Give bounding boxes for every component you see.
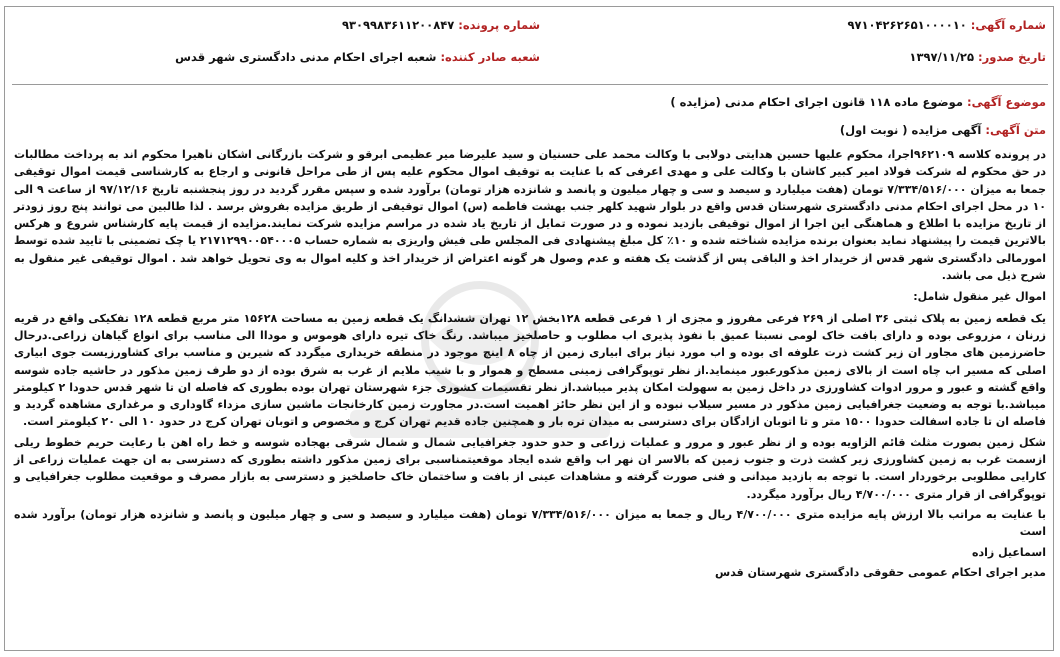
body-paragraph-auction: در پرونده کلاسه ۹۶۲۱۰۹اجرا، محکوم علیها حسین هدایتی دولابی با وکالت محمد علی حسنیان و سید علیرضا میر عظیمی ابرقو و شرکت بازرگانی اشکان ناهیرا محکوم اند به پرداخت مطالبات در حق محکوم له شرکت فولاد امیر کبیر کاشان با وکالت علی و مهدی اعرفی که با عنایت به توقیف اموال محکوم علیه پس از طی مراحل قانونی و ارجاع به کارشناسی قیمت اموال توقیفی جمعا به میزان ۷/۳۳۴/۵۱۶/۰۰۰ تومان (هفت میلیارد و سیصد و سی و چهار میلیون و پانصد و شانزده هزار تومان) برآورد شده و سپس مقرر گردید در روز پنجشنبه تاریخ ۹۷/۱۲/۱۶ از ساعت ۹ الی ۱۰ در محل اجرای احکام مدنی دادگستری شهرستان قدس واقع در بلوار شهید کلهر جنب بهشت فاطمه (س) اموال توقیفی از طریق مزایده بفروش برسد . لذا طالبین می توانند پنج روز زودتر از تاریخ مزایده با اطلاع و هماهنگی این اجرا از اموال توقیفی بازدید نموده و در صورت تمایل از تاریخ یاد شده در مراسم مزایده شرکت نمایند.مزایده از قیمت پایه کارشناس شروع و هرکس بالاترین قیمت را پیشنهاد نماید بعنوان برنده مزایده شناخته شده و ۱۰٪ کل مبلغ پیشنهادی فی المجلس طی فیش واریزی به شماره حساب ۲۱۷۱۲۹۹۰۰۵۴۰۰۰۵ یا چک تضمینی با تایید شده توسط امورمالی دادگستری شهر قدس از خریدار اخذ و الباقی پس از گذشت یک هفته و عدم وصول هر گونه اعتراض از خریدار اخذ و کلیه اموال به وی تحویل خواهد شد . اموال توقیفی غیر منقول به شرح ذیل می باشد. <box>14 148 1047 283</box>
notice-text-label: متن آگهی: <box>985 123 1046 137</box>
notice-subject-value: موضوع ماده ۱۱۸ قانون اجرای احکام مدنی (مزایده ) <box>670 95 964 109</box>
notice-subject-label: موضوع آگهی: <box>967 95 1046 109</box>
notice-body <box>14 146 1046 584</box>
issue-date <box>909 50 1046 64</box>
issue-date-label: تاریخ صدور: <box>978 50 1046 64</box>
notice-text-title <box>840 123 1046 137</box>
header-divider <box>12 84 1048 85</box>
body-paragraph-land-shape: شکل زمین بصورت مثلث قائم الزاویه بوده و از نظر عبور و مرور و عملیات زراعی و حدو حدود جغرافیایی شمال و شمال شرقی بهجاده شوسه و خط راه اهن با رعایت حریم خطوط ریلی ازسمت غرب به زمین کشاورزی زیر کشت ذرت و جنوب زمین که بالاسر ان نهر اب واقع شده ایجاد موقعیتمناسبی برای زمین مذکور داشته بطوری که دسترسی به ان جهت عملیات زراعی از کارایی مطلوبی برخوردار است. با توجه به بازدید میدانی و فنی صورت گرفته و مشاهدات عینی از بافت و ساختمان خاک حاصلخیز و دسترسی به بازار مصرف و موقعیت مطلوب جغرافیایی و توپوگرافی از قرار متری ۴/۷۰۰/۰۰۰ ریال برآورد میگردد. <box>14 435 1046 501</box>
issuing-branch-value: شعبه اجرای احکام مدنی دادگستری شهر قدس <box>175 50 437 64</box>
signer-name: اسماعیل زاده <box>972 545 1046 559</box>
notice-number-value: ۹۷۱۰۴۲۶۲۶۵۱۰۰۰۰۱۰ <box>847 18 967 32</box>
case-number <box>342 18 540 32</box>
issue-date-value: ۱۳۹۷/۱۱/۲۵ <box>909 50 974 64</box>
notice-subject <box>670 95 1046 109</box>
notice-text-value: آگهی مزایده ( نوبت اول) <box>839 123 982 137</box>
notice-number-label: شماره آگهی: <box>970 18 1046 32</box>
property-heading: اموال غیر منقول شامل: <box>913 290 1046 304</box>
case-number-value: ۹۳۰۹۹۸۳۶۱۱۲۰۰۸۴۷ <box>341 18 455 32</box>
case-number-label: شماره پرونده: <box>458 18 540 32</box>
notice-number <box>847 18 1046 32</box>
issuing-branch <box>175 50 540 64</box>
signer-title: مدیر اجرای احکام عمومی حقوقی دادگستری شهرستان قدس <box>715 565 1046 579</box>
issuing-branch-label: شعبه صادر کننده: <box>440 50 540 64</box>
body-paragraph-valuation: با عنایت به مراتب بالا ارزش پایه مزایده متری ۴/۷۰۰/۰۰۰ ریال و جمعا به میزان ۷/۳۳۴/۵۱۶/۰۰۰ تومان (هفت میلیارد و سیصد و سی و چهار میلیون و پانصد و شانزده هزار تومان) برآورد شده است <box>14 507 1046 539</box>
body-paragraph-land-description: یک قطعه زمین به پلاک ثبتی ۳۶ اصلی از ۲۶۹ فرعی مفروز و مجزی از ۱ فرعی قطعه ۱۲۸بخش ۱۲ تهران ششدانگ یک قطعه زمین به مساحت ۱۵۶۲۸ متر مربع قطعه ۱۲۸ تفکیکی واقع در قریه زرنان ، مزروعی بوده و دارای بافت خاک لومی نسبتا عمیق با نفوذ پذیری اب مطلوب و حاصلخیز میباشد. رنگ خاک تیره دارای هوموس و موداا الی مناسب برای انواع گیاهان زراعی.درحال حاضرزمین های مجاور ان زیر کشت ذرت علوفه ای بوده و اب مورد نیاز برای ابیاری زمین از چاه ۸ اینچ موجود در منطقه خریداری میگردد که شیرین و مناسب برای کشاورزیست جوی ابیاری اصلی که مسیر اب چاه است از بالای زمین مذکورعبور مینماید.از نظر توپوگرافی زمینی مسطح و هموار و با شیب ملایم از غرب به شرق بوده از دو طرف زمین مذکور در حاشیه جاده شوسه واقع گشته و عبور و مرور ادوات کشاورزی در داخل زمین به سهولت امکان پذیر میباشد.از نظر تقسیمات کشوری جزء شهرستان تهران بوده بطوری که فاصله ان تا شهر قدس حدودا ۲ کیلومتر میباشد.با توجه به وضعیت جغرافیایی زمین مذکور در مسیر سیلاب نبوده و از این نظر حائز اهمیت است.در مجاورت زمین کارخانجات ماشین سازی مزداء گاوداری و مرغداری مشاهده گردید و فاصله ان تا جاده اسفالت حدودا ۱۵۰۰ متر و تا اتوبان ازادگان برای دسترسی به میدان تره بار و همچنین جاده قدیم تهران کرج و مخصوص و اتوبان تهران کرج در حدود ۱۰ الی ۲۰ کیلومتر است. <box>14 311 1047 429</box>
